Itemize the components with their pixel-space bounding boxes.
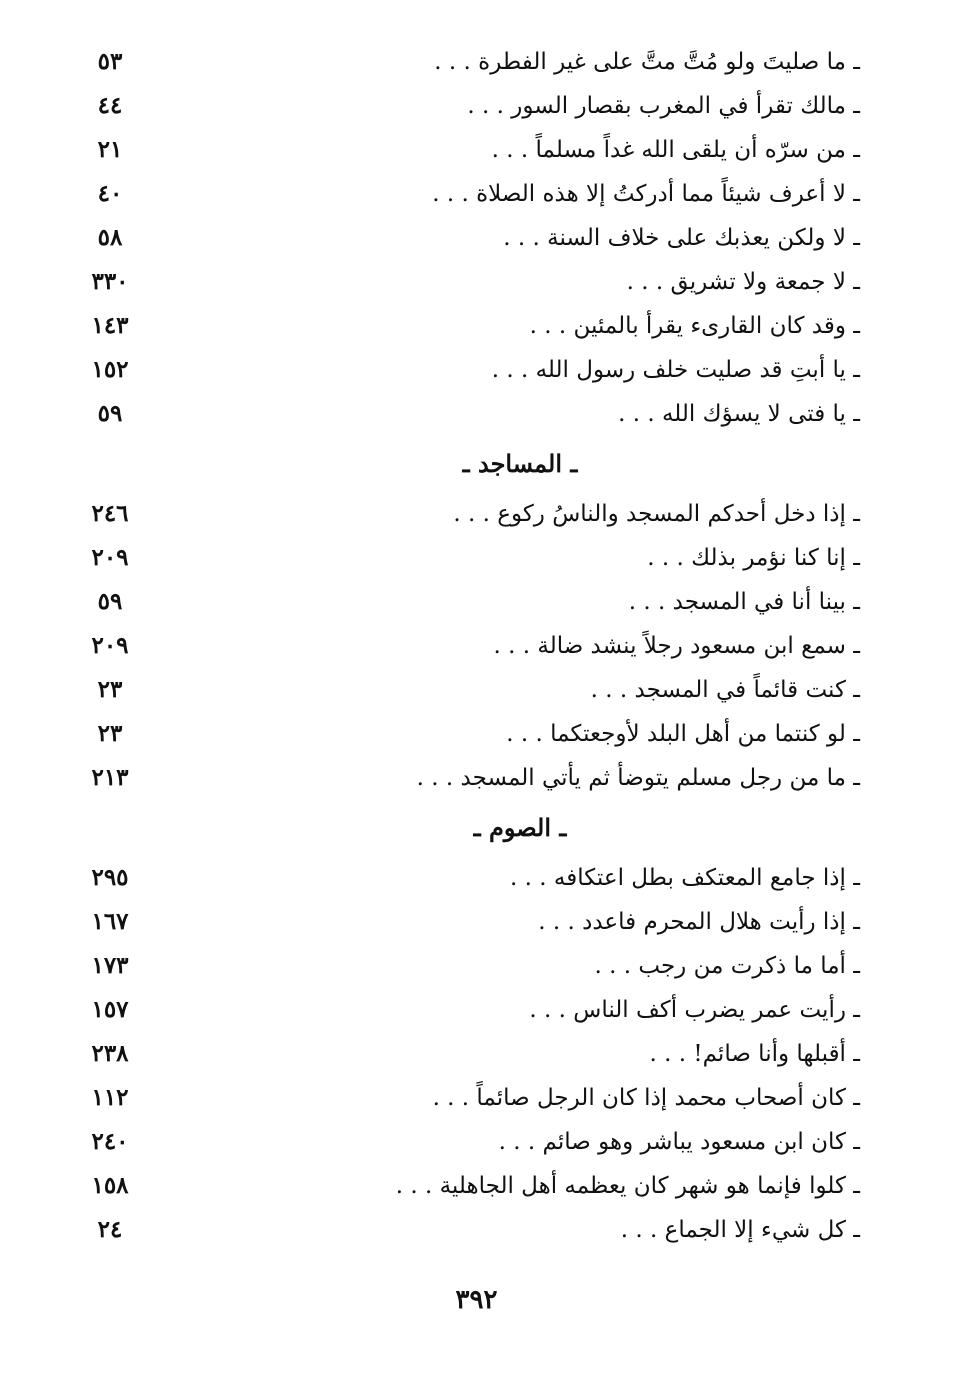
entry-page-number: ٢١٣ [91,764,129,791]
index-entry [80,348,860,392]
index-entry [80,392,860,436]
entry-text: ـ إذا جامع المعتكف بطل اعتكافه . . . [510,865,860,891]
entry-text: ـ يا فتى لا يسؤك الله . . . [618,401,860,427]
entry-page-number: ٥٩ [97,588,123,615]
index-entry [80,756,860,800]
entry-page-number: ٣٣٠ [91,268,129,295]
entry-page-number: ١١٢ [91,1084,129,1111]
entry-page-number: ٤٤ [97,92,123,119]
entry-page-number: ٢١ [97,136,123,163]
index-entry [80,1120,860,1164]
entry-text: ـ لا جمعة ولا تشريق . . . [626,269,860,295]
index-entry [80,172,860,216]
index-list [80,40,860,1252]
index-entry [80,1032,860,1076]
entry-text: ـ كل شيء إلا الجماع . . . [620,1217,860,1243]
index-entry [80,1076,860,1120]
index-entry [80,40,860,84]
entry-text: ـ مالك تقرأ في المغرب بقصار السور . . . [467,93,860,119]
entry-text: ـ لا ولكن يعذبك على خلاف السنة . . . [503,225,860,251]
entry-page-number: ٢٤ [97,1216,123,1243]
entry-page-number: ٢٩٥ [91,864,129,891]
entry-text: ـ من سرّه أن يلقى الله غداً مسلماً . . . [491,137,860,163]
entry-page-number: ٢٠٩ [91,544,129,571]
entry-text: ـ كنت قائماً في المسجد . . . [590,677,860,703]
entry-text: ـ كلوا فإنما هو شهر كان يعظمه أهل الجاهلية . . . [395,1173,860,1199]
index-entry [80,84,860,128]
entry-page-number: ١٥٨ [91,1172,129,1199]
entry-page-number: ٤٠ [97,180,123,207]
index-entry [80,492,860,536]
entry-page-number: ١٤٣ [91,312,129,339]
entry-text: ـ إذا دخل أحدكم المسجد والناسُ ركوع . . . [453,501,860,527]
entry-text: ـ بينا أنا في المسجد . . . [628,589,860,615]
entry-text: ـ إذا رأيت هلال المحرم فاعدد . . . [538,909,860,935]
index-entry [80,1208,860,1252]
entry-page-number: ٥٣ [97,48,123,75]
entry-page-number: ٥٨ [97,224,123,251]
index-entry [80,536,860,580]
index-entry [80,900,860,944]
index-entry [80,712,860,756]
index-entry [80,216,860,260]
entry-text: ـ وقد كان القارىء يقرأ بالمئين . . . [529,313,860,339]
index-entry [80,128,860,172]
entry-page-number: ٢٣٨ [91,1040,129,1067]
entry-page-number: ٥٩ [97,400,123,427]
entry-page-number: ١٧٣ [91,952,129,979]
entry-text: ـ ما صليتَ ولو مُتَّ متَّ على غير الفطرة . . . [434,49,860,75]
entry-text: ـ إنا كنا نؤمر بذلك . . . [647,545,860,571]
index-entry [80,304,860,348]
index-entry [80,624,860,668]
entry-page-number: ٢٤٦ [91,500,129,527]
entry-text: ـ سمع ابن مسعود رجلاً ينشد ضالة . . . [493,633,860,659]
section-heading-fasting: ـ الصوم ـ [473,813,567,842]
entry-page-number: ١٥٧ [91,996,129,1023]
entry-page-number: ٢٣ [97,676,123,703]
index-entry [80,1164,860,1208]
entry-page-number: ١٥٢ [91,356,129,383]
index-entry [80,580,860,624]
entry-text: ـ يا أبتِ قد صليت خلف رسول الله . . . [491,357,860,383]
entry-text: ـ كان أصحاب محمد إذا كان الرجل صائماً . . . [432,1085,860,1111]
entry-text: ـ رأيت عمر يضرب أكف الناس . . . [529,997,860,1023]
section-heading-mosques: ـ المساجد ـ [462,449,578,478]
entry-page-number: ٢٣ [97,720,123,747]
entry-text: ـ أقبلها وأنا صائم! . . . [649,1041,860,1067]
entry-text: ـ لا أعرف شيئاً مما أدركتُ إلا هذه الصلاة . . . [432,181,860,207]
entry-page-number: ٢٤٠ [91,1128,129,1155]
entry-text: ـ لو كنتما من أهل البلد لأوجعتكما . . . [506,721,860,747]
entry-page-number: ٢٠٩ [91,632,129,659]
index-entry [80,668,860,712]
entry-page-number: ١٦٧ [91,908,129,935]
entry-text: ـ كان ابن مسعود يباشر وهو صائم . . . [498,1129,860,1155]
entry-text: ـ أما ما ذكرت من رجب . . . [594,953,860,979]
page-number: ٣٩٢ [455,1285,498,1315]
index-entry [80,856,860,900]
index-entry [80,944,860,988]
index-entry [80,988,860,1032]
entry-text: ـ ما من رجل مسلم يتوضأ ثم يأتي المسجد . . . [416,765,860,791]
index-entry [80,260,860,304]
